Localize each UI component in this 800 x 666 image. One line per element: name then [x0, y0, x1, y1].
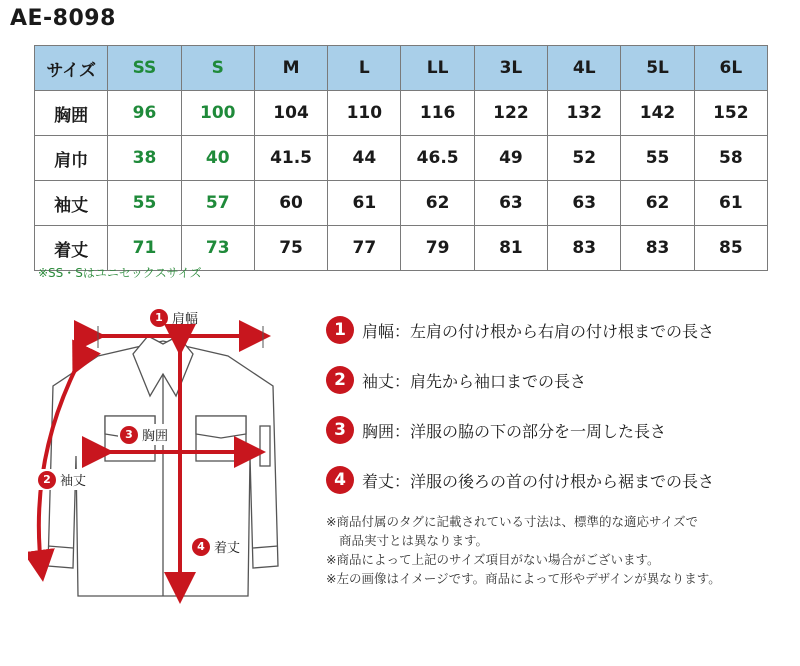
row-label: 肩巾	[35, 136, 108, 181]
table-row	[35, 91, 768, 136]
table-cell: 73	[181, 226, 254, 271]
legend-item-shoulder: 1 肩幅：左肩の付け根から右肩の付け根までの長さ	[326, 316, 714, 344]
table-cell: 83	[548, 226, 621, 271]
size-header-cell: 5L	[621, 46, 694, 91]
size-header-cell: M	[254, 46, 327, 91]
row-label: 袖丈	[35, 181, 108, 226]
size-header-cell: 3L	[474, 46, 547, 91]
table-cell: 44	[328, 136, 401, 181]
table-cell: 96	[108, 91, 181, 136]
note-line-2: ※商品によって上記のサイズ項目がない場合がございます。	[326, 552, 660, 567]
diagram-label-1: 1 肩幅	[150, 308, 198, 327]
table-cell: 57	[181, 181, 254, 226]
table-cell: 60	[254, 181, 327, 226]
diagram-label-4: 4 着丈	[190, 536, 242, 557]
table-cell: 81	[474, 226, 547, 271]
size-header-cell: S	[181, 46, 254, 91]
diagram-label-3: 3 胸囲	[118, 424, 170, 445]
table-cell: 104	[254, 91, 327, 136]
size-header-cell: 6L	[694, 46, 767, 91]
table-cell: 41.5	[254, 136, 327, 181]
model-number: AE-8098	[10, 6, 116, 31]
table-cell: 77	[328, 226, 401, 271]
table-cell: 55	[621, 136, 694, 181]
table-cell: 75	[254, 226, 327, 271]
table-cell: 40	[181, 136, 254, 181]
table-cell: 49	[474, 136, 547, 181]
table-cell: 38	[108, 136, 181, 181]
table-cell: 132	[548, 91, 621, 136]
table-cell: 100	[181, 91, 254, 136]
table-cell: 62	[401, 181, 474, 226]
shirt-diagram	[28, 296, 298, 616]
table-cell: 79	[401, 226, 474, 271]
table-cell: 142	[621, 91, 694, 136]
table-cell: 61	[694, 181, 767, 226]
legend-item-chest: 3 胸囲：洋服の脇の下の部分を一周した長さ	[326, 416, 666, 444]
legend-item-length: 4 着丈：洋服の後ろの首の付け根から裾までの長さ	[326, 466, 714, 494]
table-cell: 122	[474, 91, 547, 136]
size-table	[34, 45, 768, 271]
table-cell: 152	[694, 91, 767, 136]
table-cell: 63	[474, 181, 547, 226]
shirt-illustration	[48, 336, 278, 596]
table-row	[35, 181, 768, 226]
table-cell: 71	[108, 226, 181, 271]
size-header-cell: LL	[401, 46, 474, 91]
row-label: 胸囲	[35, 91, 108, 136]
table-cell: 58	[694, 136, 767, 181]
size-header-row	[35, 46, 768, 91]
unisex-note: ※SS・Sはユニセックスサイズ	[38, 266, 202, 280]
table-cell: 63	[548, 181, 621, 226]
row-label: 着丈	[35, 226, 108, 271]
table-cell: 55	[108, 181, 181, 226]
note-line-1b: 商品実寸とは異なります。	[339, 533, 489, 548]
table-cell: 61	[328, 181, 401, 226]
note-line-1: ※商品付属のタグに記載されている寸法は、標準的な適応サイズで	[326, 514, 698, 529]
note-line-3: ※左の画像はイメージです。商品によって形やデザインが異なります。	[326, 571, 721, 586]
table-cell: 83	[621, 226, 694, 271]
table-cell: 52	[548, 136, 621, 181]
notes	[326, 512, 786, 588]
table-cell: 46.5	[401, 136, 474, 181]
size-header-cell: 4L	[548, 46, 621, 91]
size-header-cell: L	[328, 46, 401, 91]
table-cell: 110	[328, 91, 401, 136]
table-cell: 116	[401, 91, 474, 136]
table-row	[35, 136, 768, 181]
size-header-corner: サイズ	[35, 46, 108, 91]
table-cell: 62	[621, 181, 694, 226]
diagram-label-2: 2 袖丈	[36, 469, 88, 490]
size-header-cell: SS	[108, 46, 181, 91]
legend-item-sleeve: 2 袖丈：肩先から袖口までの長さ	[326, 366, 586, 394]
table-cell: 85	[694, 226, 767, 271]
